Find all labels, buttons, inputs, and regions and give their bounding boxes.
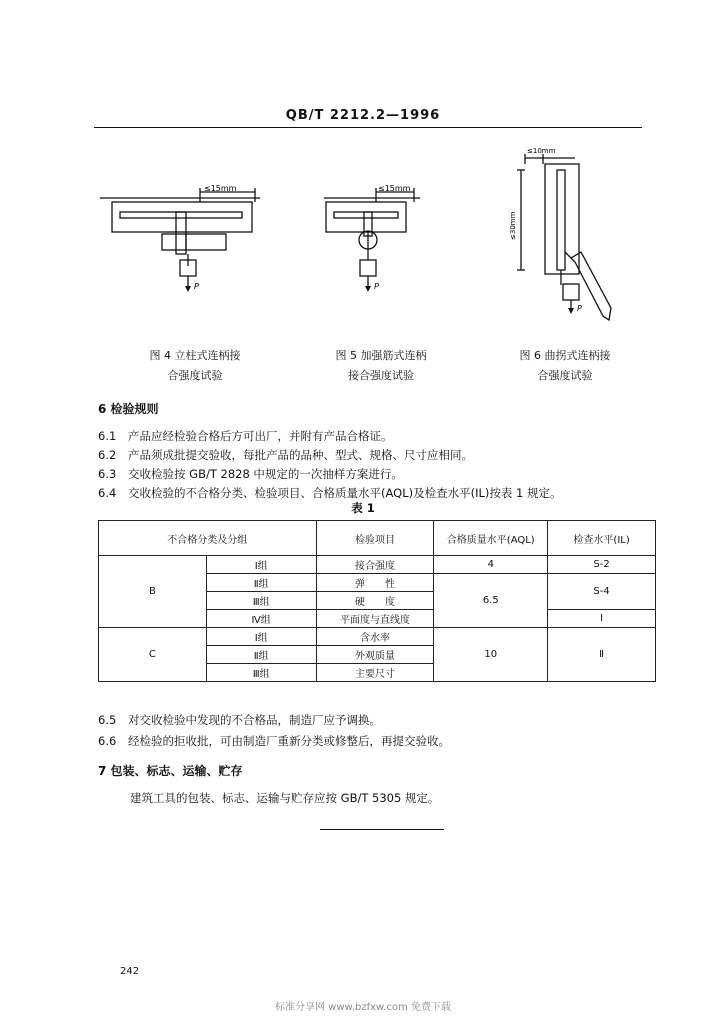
clause-number: 6.5 [98,713,117,727]
table-1 [98,520,656,682]
il-cell: Ⅰ [548,610,656,628]
clause-number: 6.1 [98,429,117,443]
aql-cell: 10 [434,628,548,682]
header-cell: 检验项目 [316,521,434,556]
clause-text: 对交收检验中发现的不合格品，制造厂应予调换。 [128,713,381,727]
section-7-title: 7 包装、标志、运输、贮存 [98,764,243,778]
class-cell: B [99,556,207,628]
aql-cell: 4 [434,556,548,574]
fig5-force-label: P [374,282,379,291]
table-row [99,628,656,646]
il-cell: S-4 [548,574,656,610]
clause-number: 6.4 [98,486,117,500]
clause-6-5 [98,712,381,728]
figure-6-caption [490,346,640,386]
fig6-dim-label-top: ≤10mm [527,147,556,155]
clause-text: 产品须成批提交验收，每批产品的品种、型式、规格、尺寸应相同。 [128,448,473,462]
section-7-text: 建筑工具的包装、标志、运输与贮存应按 GB/T 5305 规定。 [130,791,440,805]
header-cell: 检查水平(IL) [548,521,656,556]
item-cell: 外观质量 [316,646,434,664]
item-cell: 弹 性 [316,574,434,592]
item-cell: 接合强度 [316,556,434,574]
clause-number: 6.3 [98,467,117,481]
group-cell: Ⅲ组 [206,664,316,682]
clause-text: 经检验的拒收批，可由制造厂重新分类或修整后，再提交验收。 [128,734,450,748]
il-cell: Ⅱ [548,628,656,682]
group-cell: Ⅰ组 [206,556,316,574]
clause-6-4 [98,485,562,501]
fig6-caption-line1: 图 6 曲拐式连柄接 [519,349,611,362]
group-cell: Ⅲ组 [206,592,316,610]
figure-5-diagram [320,178,420,298]
fig4-dim-label: ≤15mm [204,184,237,193]
clause-text: 交收检验的不合格分类、检验项目、合格质量水平(AQL)及检查水平(IL)按表 1 规定。 [128,486,562,500]
item-cell: 主要尺寸 [316,664,434,682]
page-number: 242 [120,966,140,977]
fig6-dim-label-side: ≤30mm [509,211,517,240]
figure-6-diagram [505,140,625,340]
group-cell: Ⅱ组 [206,574,316,592]
group-cell: Ⅱ组 [206,646,316,664]
figure-5-caption [306,346,456,386]
clause-text: 交收检验按 GB/T 2828 中规定的一次抽样方案进行。 [128,467,403,481]
fig5-caption-line1: 图 5 加强筋式连柄 [335,349,427,362]
table-1-title: 表 1 [351,501,375,515]
il-cell: S-2 [548,556,656,574]
fig5-caption-line2: 接合强度试验 [348,369,414,382]
fig6-force-label: P [577,304,582,313]
end-rule [320,829,444,830]
item-cell: 平面度与直线度 [316,610,434,628]
fig4-force-label: P [194,282,199,291]
clause-6-6 [98,733,450,749]
figure-4-diagram [100,178,260,298]
group-cell: Ⅳ组 [206,610,316,628]
header-rule [94,127,642,128]
clause-6-1 [98,428,393,444]
header-cell: 不合格分类及分组 [99,521,317,556]
clause-6-2 [98,447,473,463]
fig4-caption-line1: 图 4 立柱式连柄接 [149,349,241,362]
section-6-title: 6 检验规则 [98,402,159,416]
document-code-header: QB/T 2212.2—1996 [285,108,441,123]
aql-cell: 6.5 [434,574,548,628]
clause-text: 产品应经检验合格后方可出厂，并附有产品合格证。 [128,429,393,443]
class-cell: C [99,628,207,682]
header-cell: 合格质量水平(AQL) [434,521,548,556]
figure-4-caption [120,346,270,386]
table-row [99,556,656,574]
clause-number: 6.2 [98,448,117,462]
table-header-row [99,521,656,556]
clause-6-3 [98,466,403,482]
clause-number: 6.6 [98,734,117,748]
fig5-dim-label: ≤15mm [378,184,411,193]
fig4-caption-line2: 合强度试验 [167,369,223,382]
watermark-footer: 标准分享网 www.bzfxw.com 免费下载 [275,1002,451,1013]
item-cell: 含水率 [316,628,434,646]
fig6-caption-line2: 合强度试验 [537,369,593,382]
item-cell: 硬 度 [316,592,434,610]
group-cell: Ⅰ组 [206,628,316,646]
